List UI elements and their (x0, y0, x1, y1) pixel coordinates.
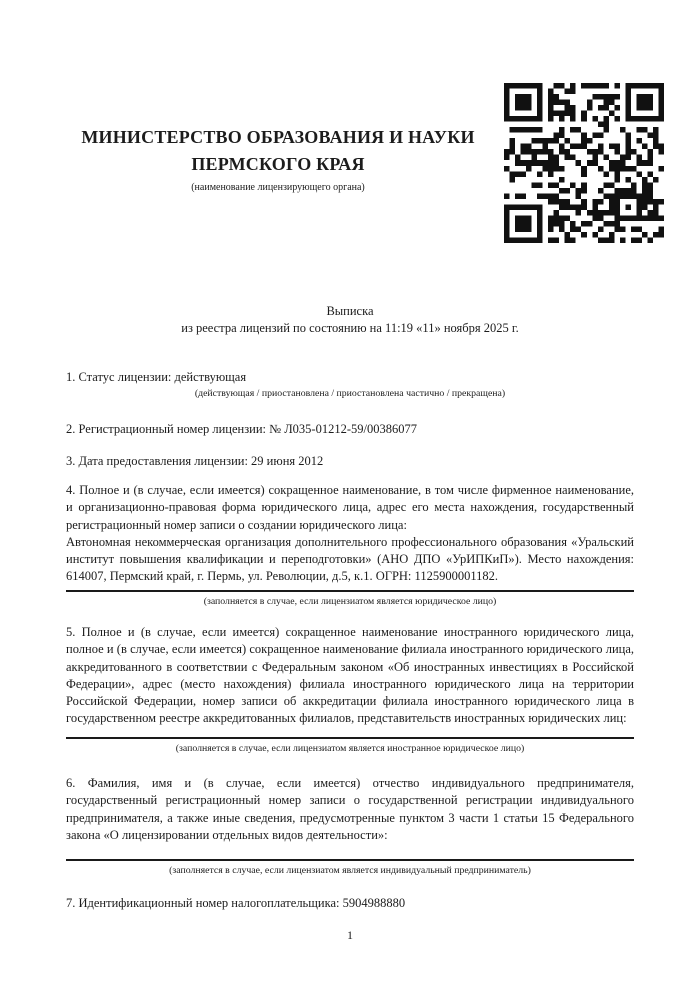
registration-number-line: 2. Регистрационный номер лицензии: № Л035-01212-59/00386077 (66, 422, 417, 436)
page-number: 1 (347, 928, 353, 942)
legal-entity-fill-note: (заполняется в случае, если лицензиатом является юридическое лицо) (203, 596, 497, 607)
foreign-entity-fill-note: (заполняется в случае, если лицензиатом является иностранное юридическое лицо) (175, 743, 525, 754)
licensing-authority-caption: (наименование лицензирующего органа) (191, 182, 365, 193)
license-status-options-note: (действующая / приостановлена / приостановлена частично / прекращена) (194, 388, 506, 399)
taxpayer-id-line: 7. Идентификационный номер налогоплательщика: 5904988880 (66, 896, 406, 910)
entrepreneur-question: 6. Фамилия, имя и (в случае, если имеется) отчество индивидуального предпринимателя, государственный регистрационный номер записи о государственной регистрации индивидуального предпринимателя, а также иные сведения, предусмотренные пунктом 3 части 1 статьи 15 Федерального закона «О лицензировании отдельных видов деятельности»: (66, 776, 634, 842)
divider-line-foreign-entity (66, 737, 634, 739)
licensing-authority-name (66, 124, 490, 195)
ministry-name-line2: ПЕРМСКОГО КРАЯ (191, 154, 365, 174)
legal-entity-question: 4. Полное и (в случае, если имеется) сокращенное наименование, в том числе фирменное наименование, и организационно-правовая форма юридического лица, адрес его места нахождения, государственный регистрационный номер записи о создании юридического лица: (66, 483, 634, 532)
ministry-name-line1: МИНИСТЕРСТВО ОБРАЗОВАНИЯ И НАУКИ (81, 127, 475, 147)
qr-code-icon (504, 83, 664, 243)
document-title: Выписка (326, 304, 374, 318)
legal-entity-section (66, 482, 634, 586)
foreign-entity-question: 5. Полное и (в случае, если имеется) сокращенное наименование иностранного юридического лица, полное и (в случае, если имеется) сокращенное наименование филиала иностранного юридического лица, аккредитованного в соответствии с Федеральным законом «Об иностранных инвестициях в Российской Федерации», адрес (место нахождения) филиала иностранного юридического лица на территории Российской Федерации, номер записи об аккредитации филиала иностранного юридического лица в государственном реестре аккредитованных филиалов, представительств иностранных юридических лиц: (66, 625, 634, 726)
legal-entity-answer: Автономная некоммерческая организация дополнительного профессионального образования «Уральский институт повышения квалификации и переподготовки» (АНО ДПО «УрИПКиП»). Место нахождения: 614007, Пермский край, г. Пермь, ул. Революции, д.5, к.1. ОГРН: 1125900001182. (66, 534, 634, 584)
divider-line-legal-entity (66, 590, 634, 592)
document-subtitle: из реестра лицензий по состоянию на 11:19 «11» ноября 2025 г. (181, 321, 519, 336)
qr-code (504, 83, 664, 243)
license-grant-date-line: 3. Дата предоставления лицензии: 29 июня 2012 (66, 454, 324, 468)
license-status-line: 1. Статус лицензии: действующая (66, 370, 247, 384)
document-title-block (66, 303, 634, 338)
entrepreneur-fill-note: (заполняется в случае, если лицензиатом является индивидуальный предприниматель) (169, 865, 531, 876)
divider-line-entrepreneur (66, 859, 634, 861)
